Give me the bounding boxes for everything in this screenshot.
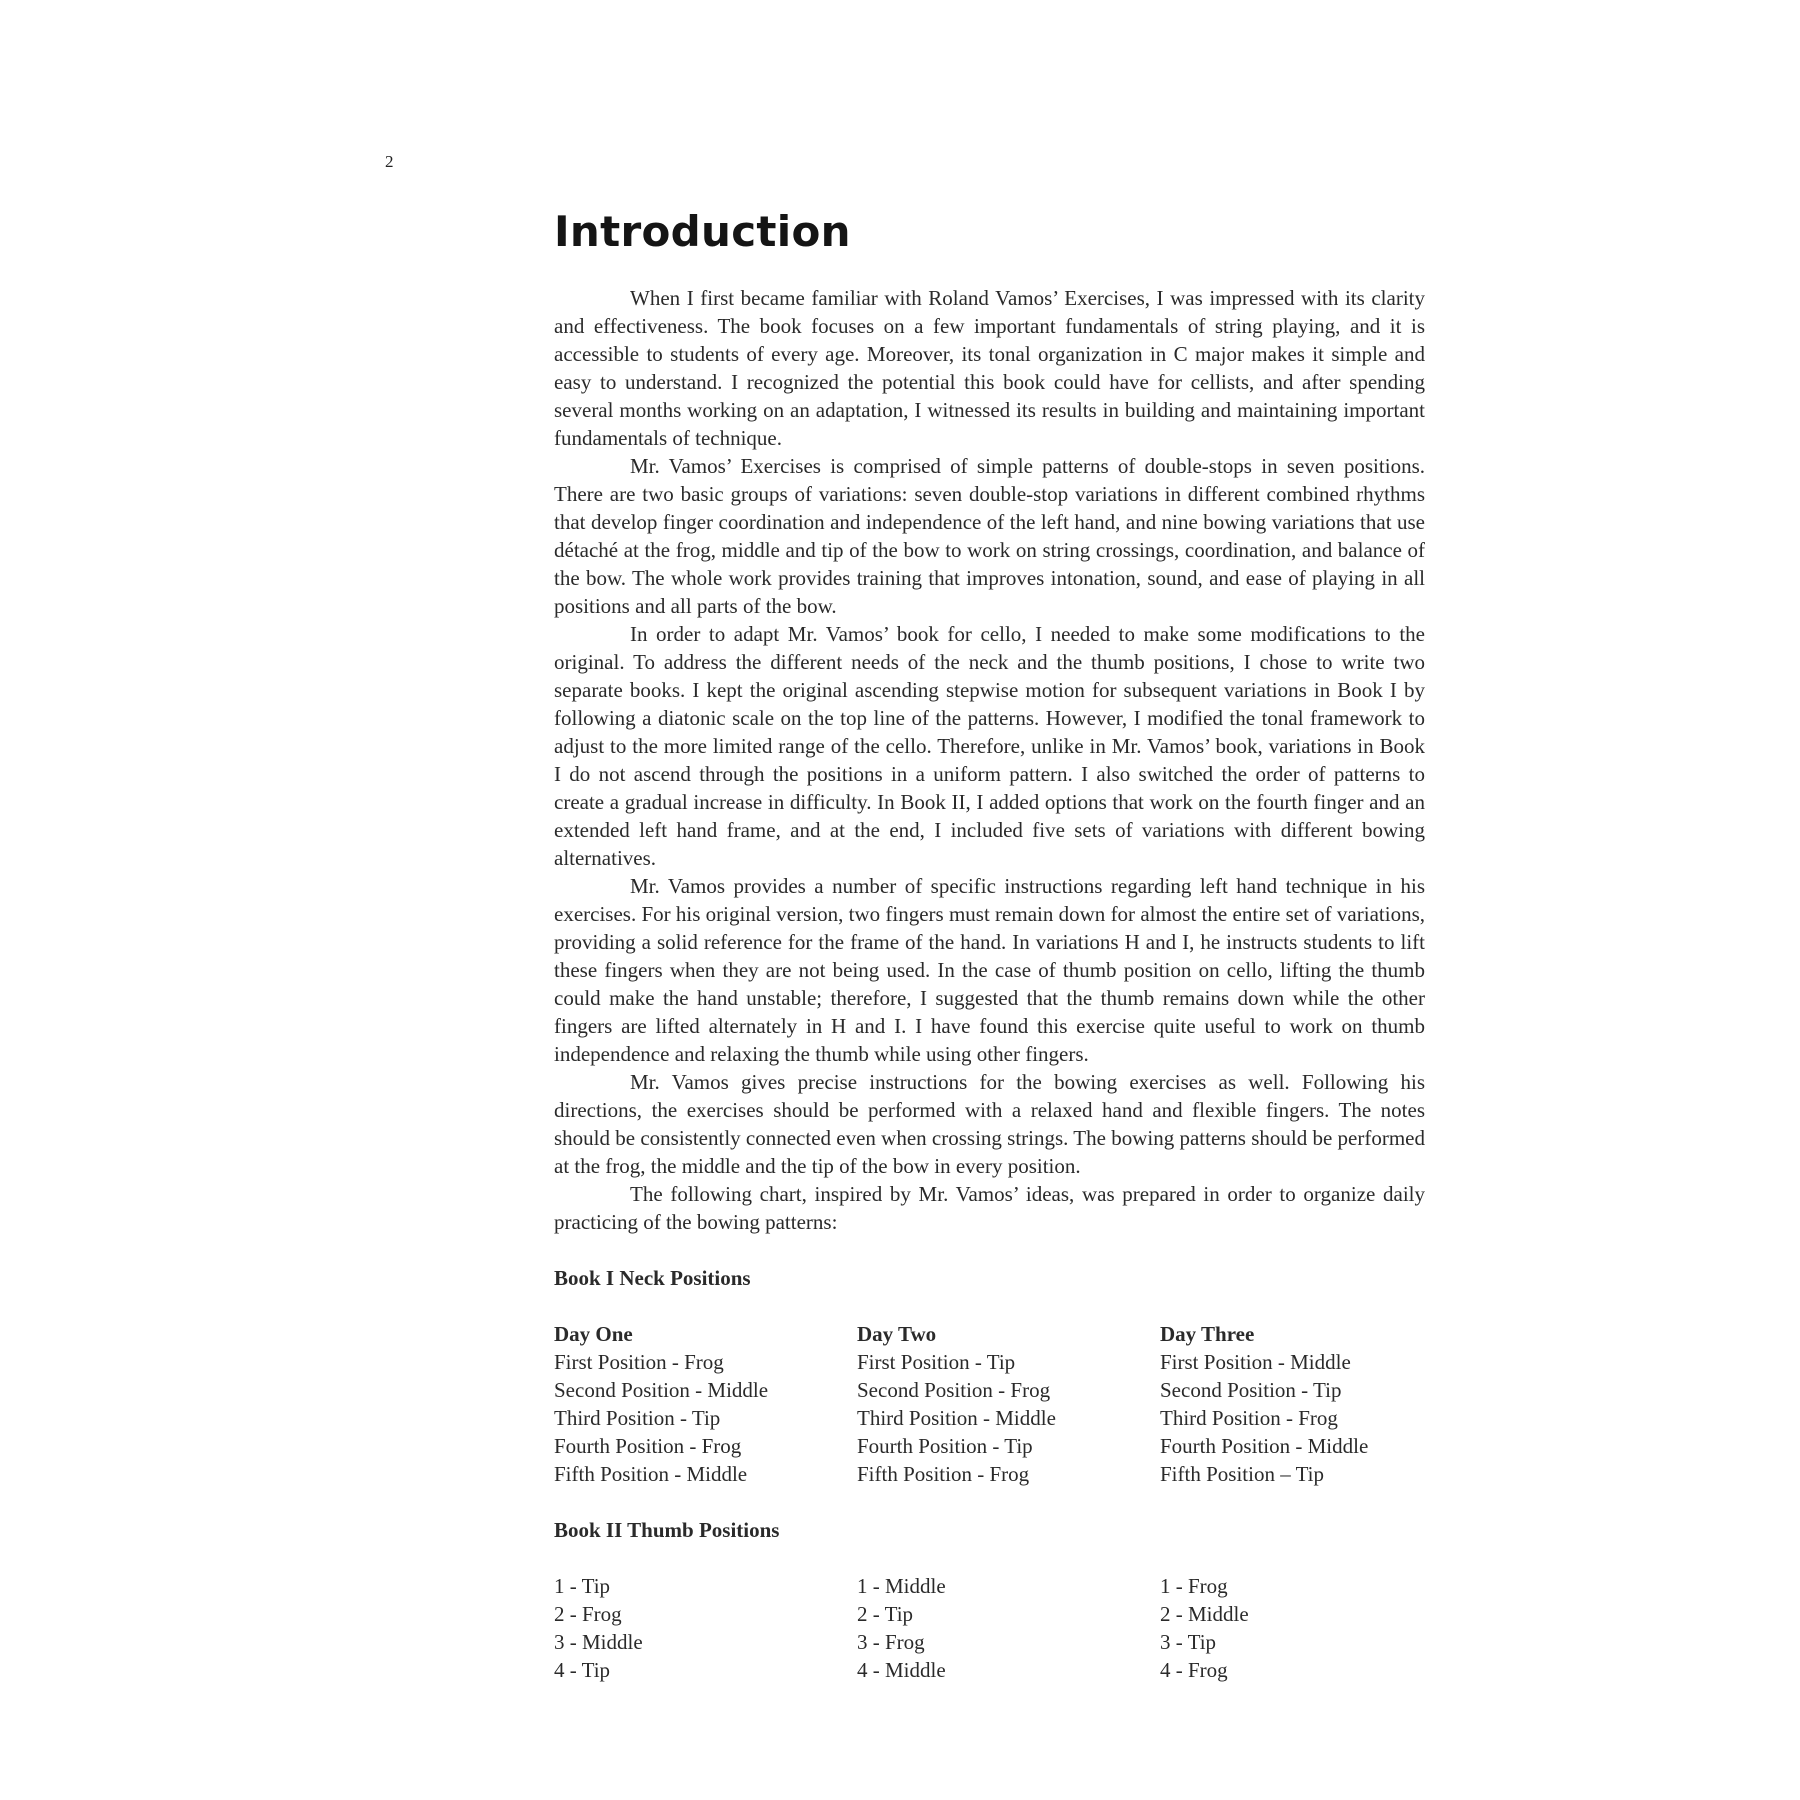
schedule-item: 2 - Frog: [554, 1602, 622, 1626]
schedule-item: First Position - Tip: [857, 1350, 1016, 1374]
schedule-item: 2 - Middle: [1160, 1602, 1249, 1626]
thumb-column-2: [857, 1572, 1160, 1684]
day-heading: Day One: [554, 1322, 633, 1346]
book2-schedule: [554, 1572, 1425, 1684]
day-two-column: [857, 1320, 1160, 1488]
paragraph: The following chart, inspired by Mr. Vamos’ ideas, was prepared in order to organize daily practicing of the bowing patterns:: [554, 1182, 1425, 1234]
paragraph: Mr. Vamos gives precise instructions for the bowing exercises as well. Following his directions, the exercises should be performed with a relaxed hand and flexible fingers. The notes should be consistently connected even when crossing strings. The bowing patterns should be performed at the frog, the middle and the tip of the bow in every position.: [554, 1070, 1425, 1178]
thumb-column-1: [554, 1572, 857, 1684]
page-content: [554, 202, 1425, 1684]
paragraph: In order to adapt Mr. Vamos’ book for cello, I needed to make some modifications to the original. To address the different needs of the neck and the thumb positions, I chose to write two separate books. I kept the original ascending stepwise motion for subsequent variations in Book I by following a diatonic scale on the top line of the patterns. However, I modified the tonal framework to adjust to the more limited range of the cello. Therefore, unlike in Mr. Vamos’ book, variations in Book I do not ascend through the positions in a uniform pattern. I also switched the order of patterns to create a gradual increase in difficulty. In Book II, I added options that work on the fourth finger and an extended left hand frame, and at the end, I included five sets of variations with different bowing alternatives.: [554, 622, 1425, 870]
schedule-item: 3 - Middle: [554, 1630, 643, 1654]
schedule-item: 4 - Middle: [857, 1658, 946, 1682]
schedule-item: First Position - Middle: [1160, 1350, 1351, 1374]
thumb-column-3: [1160, 1572, 1463, 1684]
paragraph: Mr. Vamos’ Exercises is comprised of simple patterns of double-stops in seven positions. There are two basic groups of variations: seven double-stop variations in different combined rhythms that develop finger coordination and independence of the left hand, and nine bowing variations that use détaché at the frog, middle and tip of the bow to work on string crossings, coordination, and balance of the bow. The whole work provides training that improves intonation, sound, and ease of playing in all positions and all parts of the bow.: [554, 454, 1425, 618]
book2-heading: Book II Thumb Positions: [554, 1518, 780, 1542]
day-three-column: [1160, 1320, 1463, 1488]
schedule-item: 1 - Tip: [554, 1574, 611, 1598]
book1-heading: Book I Neck Positions: [554, 1266, 751, 1290]
schedule-item: 3 - Tip: [1160, 1630, 1217, 1654]
page-title: Introduction: [554, 207, 851, 256]
day-heading: Day Three: [1160, 1322, 1255, 1346]
schedule-item: Third Position - Middle: [857, 1406, 1056, 1430]
schedule-item: 4 - Frog: [1160, 1658, 1228, 1682]
day-one-column: [554, 1320, 857, 1488]
schedule-item: 2 - Tip: [857, 1602, 914, 1626]
paragraph: Mr. Vamos provides a number of specific instructions regarding left hand technique in his exercises. For his original version, two fingers must remain down for almost the entire set of variations, providing a solid reference for the frame of the hand. In variations H and I, he instructs students to lift these fingers when they are not being used. In the case of thumb position on cello, lifting the thumb could make the hand unstable; therefore, I suggested that the thumb remains down while the other fingers are lifted alternately in H and I. I have found this exercise quite useful to work on thumb independence and relaxing the thumb while using other fingers.: [554, 874, 1425, 1066]
schedule-item: Fourth Position - Frog: [554, 1434, 742, 1458]
introduction-body: [554, 284, 1425, 1236]
schedule-item: Fifth Position – Tip: [1160, 1462, 1324, 1486]
schedule-item: 1 - Middle: [857, 1574, 946, 1598]
schedule-item: First Position - Frog: [554, 1350, 724, 1374]
schedule-item: Second Position - Frog: [857, 1378, 1051, 1402]
schedule-item: Fourth Position - Middle: [1160, 1434, 1369, 1458]
page-number: 2: [385, 152, 394, 171]
paragraph: When I first became familiar with Roland Vamos’ Exercises, I was impressed with its clarity and effectiveness. The book focuses on a few important fundamentals of string playing, and it is accessible to students of every age. Moreover, its tonal organization in C major makes it simple and easy to understand. I recognized the potential this book could have for cellists, and after spending several months working on an adaptation, I witnessed its results in building and maintaining important fundamentals of technique.: [554, 286, 1425, 450]
schedule-item: Fifth Position - Frog: [857, 1462, 1030, 1486]
schedule-item: Second Position - Tip: [1160, 1378, 1342, 1402]
schedule-item: 4 - Tip: [554, 1658, 611, 1682]
day-heading: Day Two: [857, 1322, 937, 1346]
schedule-item: Second Position - Middle: [554, 1378, 769, 1402]
book1-schedule: [554, 1320, 1425, 1488]
schedule-item: Fifth Position - Middle: [554, 1462, 748, 1486]
schedule-item: Fourth Position - Tip: [857, 1434, 1033, 1458]
schedule-item: Third Position - Tip: [554, 1406, 721, 1430]
schedule-item: 3 - Frog: [857, 1630, 925, 1654]
schedule-item: 1 - Frog: [1160, 1574, 1228, 1598]
schedule-item: Third Position - Frog: [1160, 1406, 1338, 1430]
